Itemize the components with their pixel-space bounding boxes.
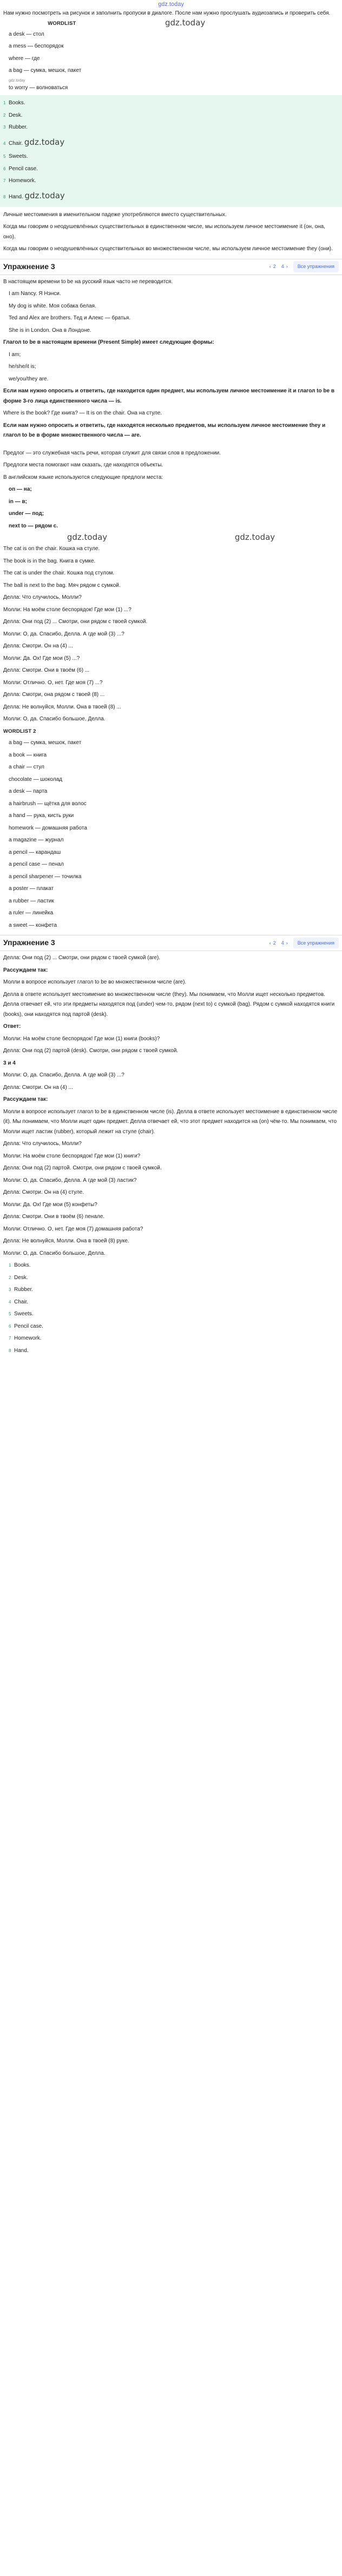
- dialog-line: Делла: Смотри, она рядом с твоей (8) ...: [3, 692, 105, 698]
- wordlist-item: to worry — волноваться: [9, 84, 68, 91]
- prep-intro: В английском языке используются следующие предлоги места:: [3, 474, 163, 480]
- prep-example: The cat is under the chair. Кошка под стулом.: [3, 570, 115, 576]
- dialog-line: Молли: О, да. Спасибо, Делла. А где мой (3) ...?: [3, 631, 124, 637]
- dialog-line: Делла: Они под (2) партой. Смотри, они рядом с твоей сумкой.: [3, 1165, 162, 1172]
- wordlist-item: a rubber — ластик: [9, 898, 54, 904]
- prep-item: next to — рядом с.: [9, 523, 58, 529]
- prep-item: under — под;: [9, 511, 44, 517]
- prep-example: The ball is next to the bag. Мяч рядом с сумкой.: [3, 582, 121, 588]
- dialog-2: [3, 1139, 339, 1259]
- exercise-title: Упражнение 3: [3, 938, 55, 947]
- dialog-line: Молли: Да. Ох! Где мои (5) конфеты?: [3, 1201, 97, 1208]
- dialog-line: Делла: Они под (2) ... Смотри, они рядом с твоей сумкой.: [3, 619, 148, 625]
- example: I am Nancy. Я Нэнси.: [9, 291, 61, 297]
- prev-exercise-button[interactable]: ‹ 2: [269, 262, 276, 271]
- answer-item: 2 Desk.: [9, 1274, 28, 1281]
- intro-text: Нам нужно посмотреть на рисунок и заполнить пропуски в диалоге. После нам нужно прослушать аудиозапись и проверить себя.: [3, 10, 331, 16]
- answer-item: 3 Rubber.: [3, 124, 28, 130]
- example: My dog is white. Моя собака белая.: [9, 303, 96, 309]
- reason-label: Рассуждаем так:: [3, 967, 48, 973]
- wordlist-item: a hairbrush — щётка для волос: [9, 800, 87, 807]
- wordlist-item: a desk — парта: [9, 788, 48, 795]
- answer-item: 5 Sweets.: [3, 153, 28, 160]
- answer-line: Молли: На моём столе беспорядок! Где мои (1) книги (books)?: [3, 1035, 160, 1042]
- wordlist-item: a bag — сумка, мешок, пакет: [9, 740, 82, 746]
- dialog-line: Молли: Отлично. О, нет. Где моя (7) домашняя работа?: [3, 1226, 143, 1232]
- pager: [269, 938, 339, 949]
- exercise-header-2: [0, 935, 342, 951]
- wordlist-item: a mess — беспорядок: [9, 43, 64, 49]
- note: Когда мы говорим о неодушевлённых существительных в единственном числе, мы используем личное местоимение it (он, она, оно).: [3, 224, 325, 240]
- dialog-line: Делла: Они под (2) ... Смотри, они рядом с твоей сумкой (are).: [3, 955, 161, 961]
- note: Когда мы говорим о неодушевлённых существительных во множественном числе, мы используем личное местоимение they (они).: [3, 246, 333, 252]
- wordlist-item: a ruler — линейка: [9, 910, 54, 916]
- example: She is in London. Она в Лондоне.: [9, 327, 91, 333]
- answers-block-2: [3, 1261, 339, 1356]
- answer-item: 8 Hand. gdz.today: [3, 190, 65, 200]
- reason-text: Молли в вопросе использует глагол to be во множественном числе (are).: [3, 979, 187, 986]
- answer-item: 7 Homework.: [9, 1335, 42, 1342]
- watermark: gdz.today: [24, 137, 65, 147]
- form-item: he/she/it is;: [9, 364, 36, 370]
- reason-text: Делла в ответе использует местоимение во множественном числе (they). Мы понимаем, что Молли ищет несколько предметов. Делла отвечает ей, что эти предметы находятся под (under) чем-то, рядом (next to) с сумкой (bag). Рядом с сумкой находятся книги (books), они находятся под партой (desk).: [3, 991, 335, 1018]
- answer-item: 4 Chair. gdz.today: [3, 137, 65, 147]
- wordlist: [3, 30, 339, 93]
- dialog-line: Делла: Не волнуйся, Молли. Она в твоей (8) руке.: [3, 1238, 129, 1244]
- site-logo[interactable]: gdz.today: [158, 1, 184, 8]
- dialog-line: Делла: Смотри. Они в твоём (6) ...: [3, 667, 90, 673]
- answer-item: 8 Hand.: [9, 1347, 29, 1354]
- dialog-line: Молли: О, да. Спасибо большое, Делла.: [3, 716, 106, 722]
- example: Where is the book? Где книга? — It is on the chair. Она на стуле.: [3, 410, 162, 416]
- dialog-line: Делла: Что случилось, Молли?: [3, 594, 82, 600]
- watermark: gdz.today: [67, 532, 108, 543]
- next-exercise-button[interactable]: 4 ›: [281, 262, 288, 271]
- dialog-line: Молли: На моём столе беспорядок! Где мои (1) ...?: [3, 606, 131, 613]
- wordlist-item: where — где: [9, 55, 40, 62]
- example: Ted and Alex are brothers. Тед и Алекс — братья.: [9, 315, 131, 321]
- watermark: gdz.today: [165, 17, 206, 28]
- dialog-line: Делла: Смотри. Он на (4) стуле.: [3, 1189, 84, 1196]
- subheading: 3 и 4: [3, 1060, 16, 1066]
- task-text: В настоящем времени to be на русский язык часто не переводится.: [3, 278, 173, 285]
- wordlist-label: WORDLIST: [48, 20, 76, 26]
- form-item: we/you/they are.: [9, 376, 49, 382]
- all-exercises-button[interactable]: Все упражнения: [293, 261, 339, 272]
- dialog-line: Молли: Отлично. О, нет. Где моя (7) ...?: [3, 679, 103, 686]
- answer-item: 2 Desk.: [3, 112, 23, 118]
- wordlist-item: a pencil case — пенал: [9, 861, 64, 868]
- wordlist-item: a chair — стул: [9, 764, 44, 771]
- wordlist-item: a poster — плакат: [9, 886, 54, 892]
- wordlist-item: a pencil sharpener — точилка: [9, 873, 82, 880]
- wordlist-item: a magazine — журнал: [9, 837, 64, 844]
- wordlist-item: a hand — рука, кисть руки: [9, 813, 74, 819]
- wordlist-item: a pencil — карандаш: [9, 849, 61, 855]
- dialog-line: Делла: Не волнуйся, Молли. Она в твоей (8) ...: [3, 704, 121, 710]
- dialog-line: Молли: О, да. Спасибо большое, Делла.: [3, 1250, 106, 1256]
- wordlist-item: a book — книга: [9, 752, 47, 758]
- pager: [269, 261, 339, 272]
- dialog-line: Молли: На моём столе беспорядок! Где мои (1) книги?: [3, 1153, 141, 1159]
- all-exercises-button[interactable]: Все упражнения: [293, 938, 339, 949]
- chevron-right-icon: ›: [286, 940, 288, 946]
- prev-exercise-button[interactable]: ‹ 2: [269, 939, 276, 948]
- wordlist-item: a sweet — конфета: [9, 922, 57, 928]
- next-exercise-button[interactable]: 4 ›: [281, 939, 288, 948]
- dialog-line: Молли: О, да. Спасибо, Делла. А где мой (3) ластик?: [3, 1177, 137, 1183]
- chevron-left-icon: ‹: [269, 264, 271, 270]
- wordlist-item: chocolate — шоколад: [9, 776, 63, 782]
- exercise-title: Упражнение 3: [3, 262, 55, 271]
- dialog-1: [3, 593, 339, 725]
- dialog-line: Молли: Да. Ох! Где мои (5) ...?: [3, 655, 80, 661]
- watermark: gdz.today: [24, 190, 65, 200]
- wordlist-item: homework — домашняя работа: [9, 825, 87, 831]
- wordlist-2: [3, 738, 339, 931]
- rule: Если нам нужно опросить и ответить, где находятся несколько предметов, мы используем личное местоимение they и глагол to be в форме множественного числа — are.: [3, 422, 326, 438]
- answer-item: 6 Pencil case.: [9, 1323, 43, 1329]
- answer-item: 4 Chair.: [9, 1299, 29, 1305]
- answer-label: Ответ:: [3, 1023, 21, 1030]
- exercise-header: [0, 259, 342, 275]
- forms-title: Глагол to be в настоящем времени (Present Simple) имеет следующие формы:: [3, 339, 214, 345]
- answer-item: 1 Books.: [9, 1262, 31, 1269]
- reason-label: Рассуждаем так:: [3, 1096, 48, 1103]
- prep-item: in — в;: [9, 498, 27, 505]
- prep-example: The book is in the bag. Книга в сумке.: [3, 558, 96, 564]
- answer-item: 7 Homework.: [3, 178, 36, 184]
- dialog-line: Делла: Смотри. Он на (4) ...: [3, 1084, 73, 1090]
- dialog-line: Делла: Смотри. Они в твоём (6) пенале.: [3, 1214, 105, 1220]
- chevron-right-icon: ›: [286, 264, 288, 270]
- dialog-line: Делла: Смотри. Он на (4) ...: [3, 643, 73, 649]
- prep-item: on — на;: [9, 486, 32, 492]
- answers-block-1: [0, 95, 342, 207]
- answer-item: 5 Sweets.: [9, 1311, 34, 1317]
- answer-item: 6 Pencil case.: [3, 165, 38, 172]
- form-item: I am;: [9, 351, 21, 358]
- wordlist-2-label: WORDLIST 2: [3, 728, 36, 734]
- answer-item: 1 Books.: [3, 100, 25, 106]
- watermark: gdz.today: [234, 532, 275, 543]
- dialog-line: Молли: О, да. Спасибо, Делла. А где мой (3) ...?: [3, 1072, 124, 1079]
- answer-line: Делла: Они под (2) партой (desk). Смотри, они рядом с твоей сумкой.: [3, 1048, 179, 1054]
- note: Личные местоимения в именительном падеже употребляются вместо существительных.: [3, 211, 227, 218]
- rule: Если нам нужно опросить и ответить, где находится один предмет, мы используем личное местоимение it и глагол to be в форме 3-го лица единственного числа — is.: [3, 388, 334, 404]
- answer-item: 3 Rubber.: [9, 1287, 34, 1293]
- prep-example: The cat is on the chair. Кошка на стуле.: [3, 546, 100, 552]
- prep-help: Предлоги места помогают нам сказать, где находятся объекты.: [3, 462, 163, 468]
- dialog-line: Делла: Что случилось, Молли?: [3, 1141, 82, 1147]
- wordlist-item: a bag — сумка, мешок, пакет: [9, 68, 82, 73]
- reason-text: Молли в вопросе использует глагол to be в единственном числе (is). Делла в ответе использует местоимение в единственном числе (it). Мы понимаем, что Молли ищет один предмет. Делла отвечает ей, что этот предмет находится на (on) чём-то. Мы понимаем, что Молли ищет ластик (rubber), который лежит на стуле (chair).: [3, 1108, 338, 1135]
- chevron-left-icon: ‹: [269, 940, 271, 946]
- small-note: gdz.today: [9, 78, 25, 83]
- wordlist-item: a desk — стол: [9, 31, 44, 37]
- prep-def: Предлог — это служебная часть речи, которая служит для связи слов в предложении.: [3, 450, 221, 456]
